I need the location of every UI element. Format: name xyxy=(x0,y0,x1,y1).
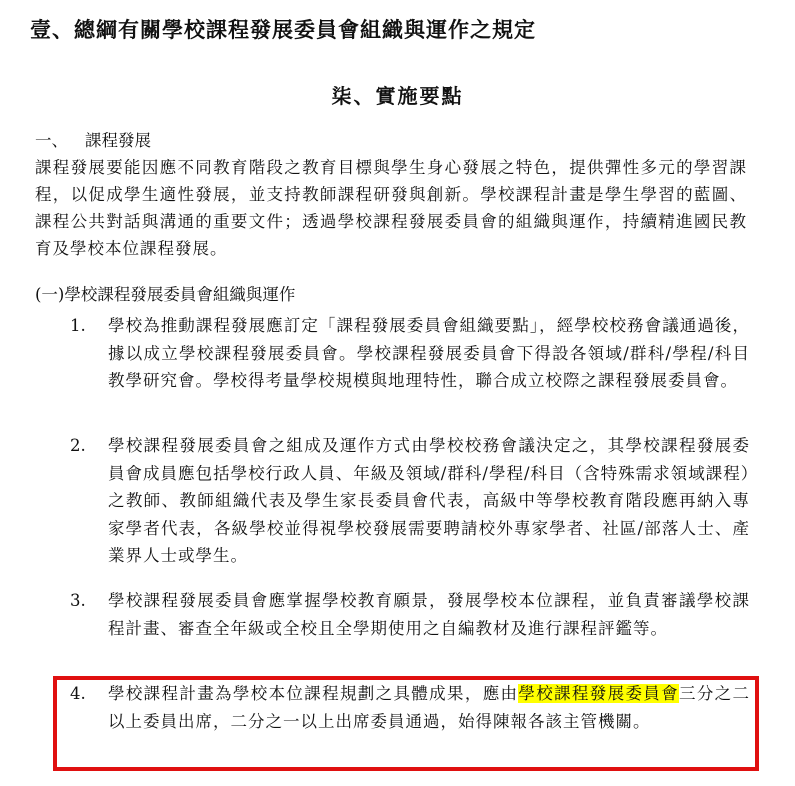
list-item-number: 2. xyxy=(70,436,86,455)
text-after-highlight: 三分之二以上委員出席，二分之一以上出席委員通過，始得陳報各該主管機關。 xyxy=(108,684,751,731)
list-item-1 xyxy=(70,312,750,395)
sub-heading: (一)學校課程發展委員會組織與運作 xyxy=(35,285,296,304)
heading-course-development xyxy=(35,127,151,151)
list-item-text xyxy=(108,680,750,735)
list-item-text: 學校為推動課程發展應訂定「課程發展委員會組織要點」，經學校校務會議通過後，據以成立學校課程發展委員會。學校課程發展委員會下得設各領域/群科/學程/科目教學研究會。學校得考量學校規模與地理特性，聯合成立校際之課程發展委員會。 xyxy=(108,316,750,390)
text-before-highlight: 學校課程計畫為學校本位課程規劃之具體成果，應由 xyxy=(108,684,519,703)
list-item-number: 1. xyxy=(70,316,86,335)
list-item-3 xyxy=(70,587,750,642)
list-item-number: 4. xyxy=(70,684,86,703)
list-item-2 xyxy=(70,432,750,570)
list-item-text: 學校課程發展委員會應掌握學校教育願景，發展學校本位課程，並負責審議學校課程計畫、審查全年級或全校且全學期使用之自編教材及進行課程評鑑等。 xyxy=(108,591,750,638)
intro-paragraph: 課程發展要能因應不同教育階段之教育目標與學生身心發展之特色，提供彈性多元的學習課程，以促成學生適性發展，並支持教師課程研發與創新。學校課程計畫是學生學習的藍圖、課程公共對話與溝通的重要文件；透過學校課程發展委員會的組織與運作，持續精進國民教育及學校本位課程發展。 xyxy=(35,158,747,258)
list-item-text: 學校課程發展委員會之組成及運作方式由學校校務會議決定之，其學校課程發展委員會成員應包括學校行政人員、年級及領域/群科/學程/科目（含特殊需求領域課程）之教師、教師組織代表及學生家長委員會代表，高級中等學校教育階段應再納入專家學者代表，各級學校並得視學校發展需要聘請校外專家學者、社區/部落人士、產業界人士或學生。 xyxy=(108,436,750,565)
heading-number: 一、 xyxy=(35,131,68,150)
heading-text: 課程發展 xyxy=(85,131,151,150)
section-title: 柒、實施要點 xyxy=(331,84,464,108)
document-title: 壹、總綱有關學校課程發展委員會組織與運作之規定 xyxy=(30,18,536,42)
list-item-4 xyxy=(70,680,750,735)
highlighted-text: 學校課程發展委員會 xyxy=(518,684,679,703)
list-item-number: 3. xyxy=(70,591,86,610)
